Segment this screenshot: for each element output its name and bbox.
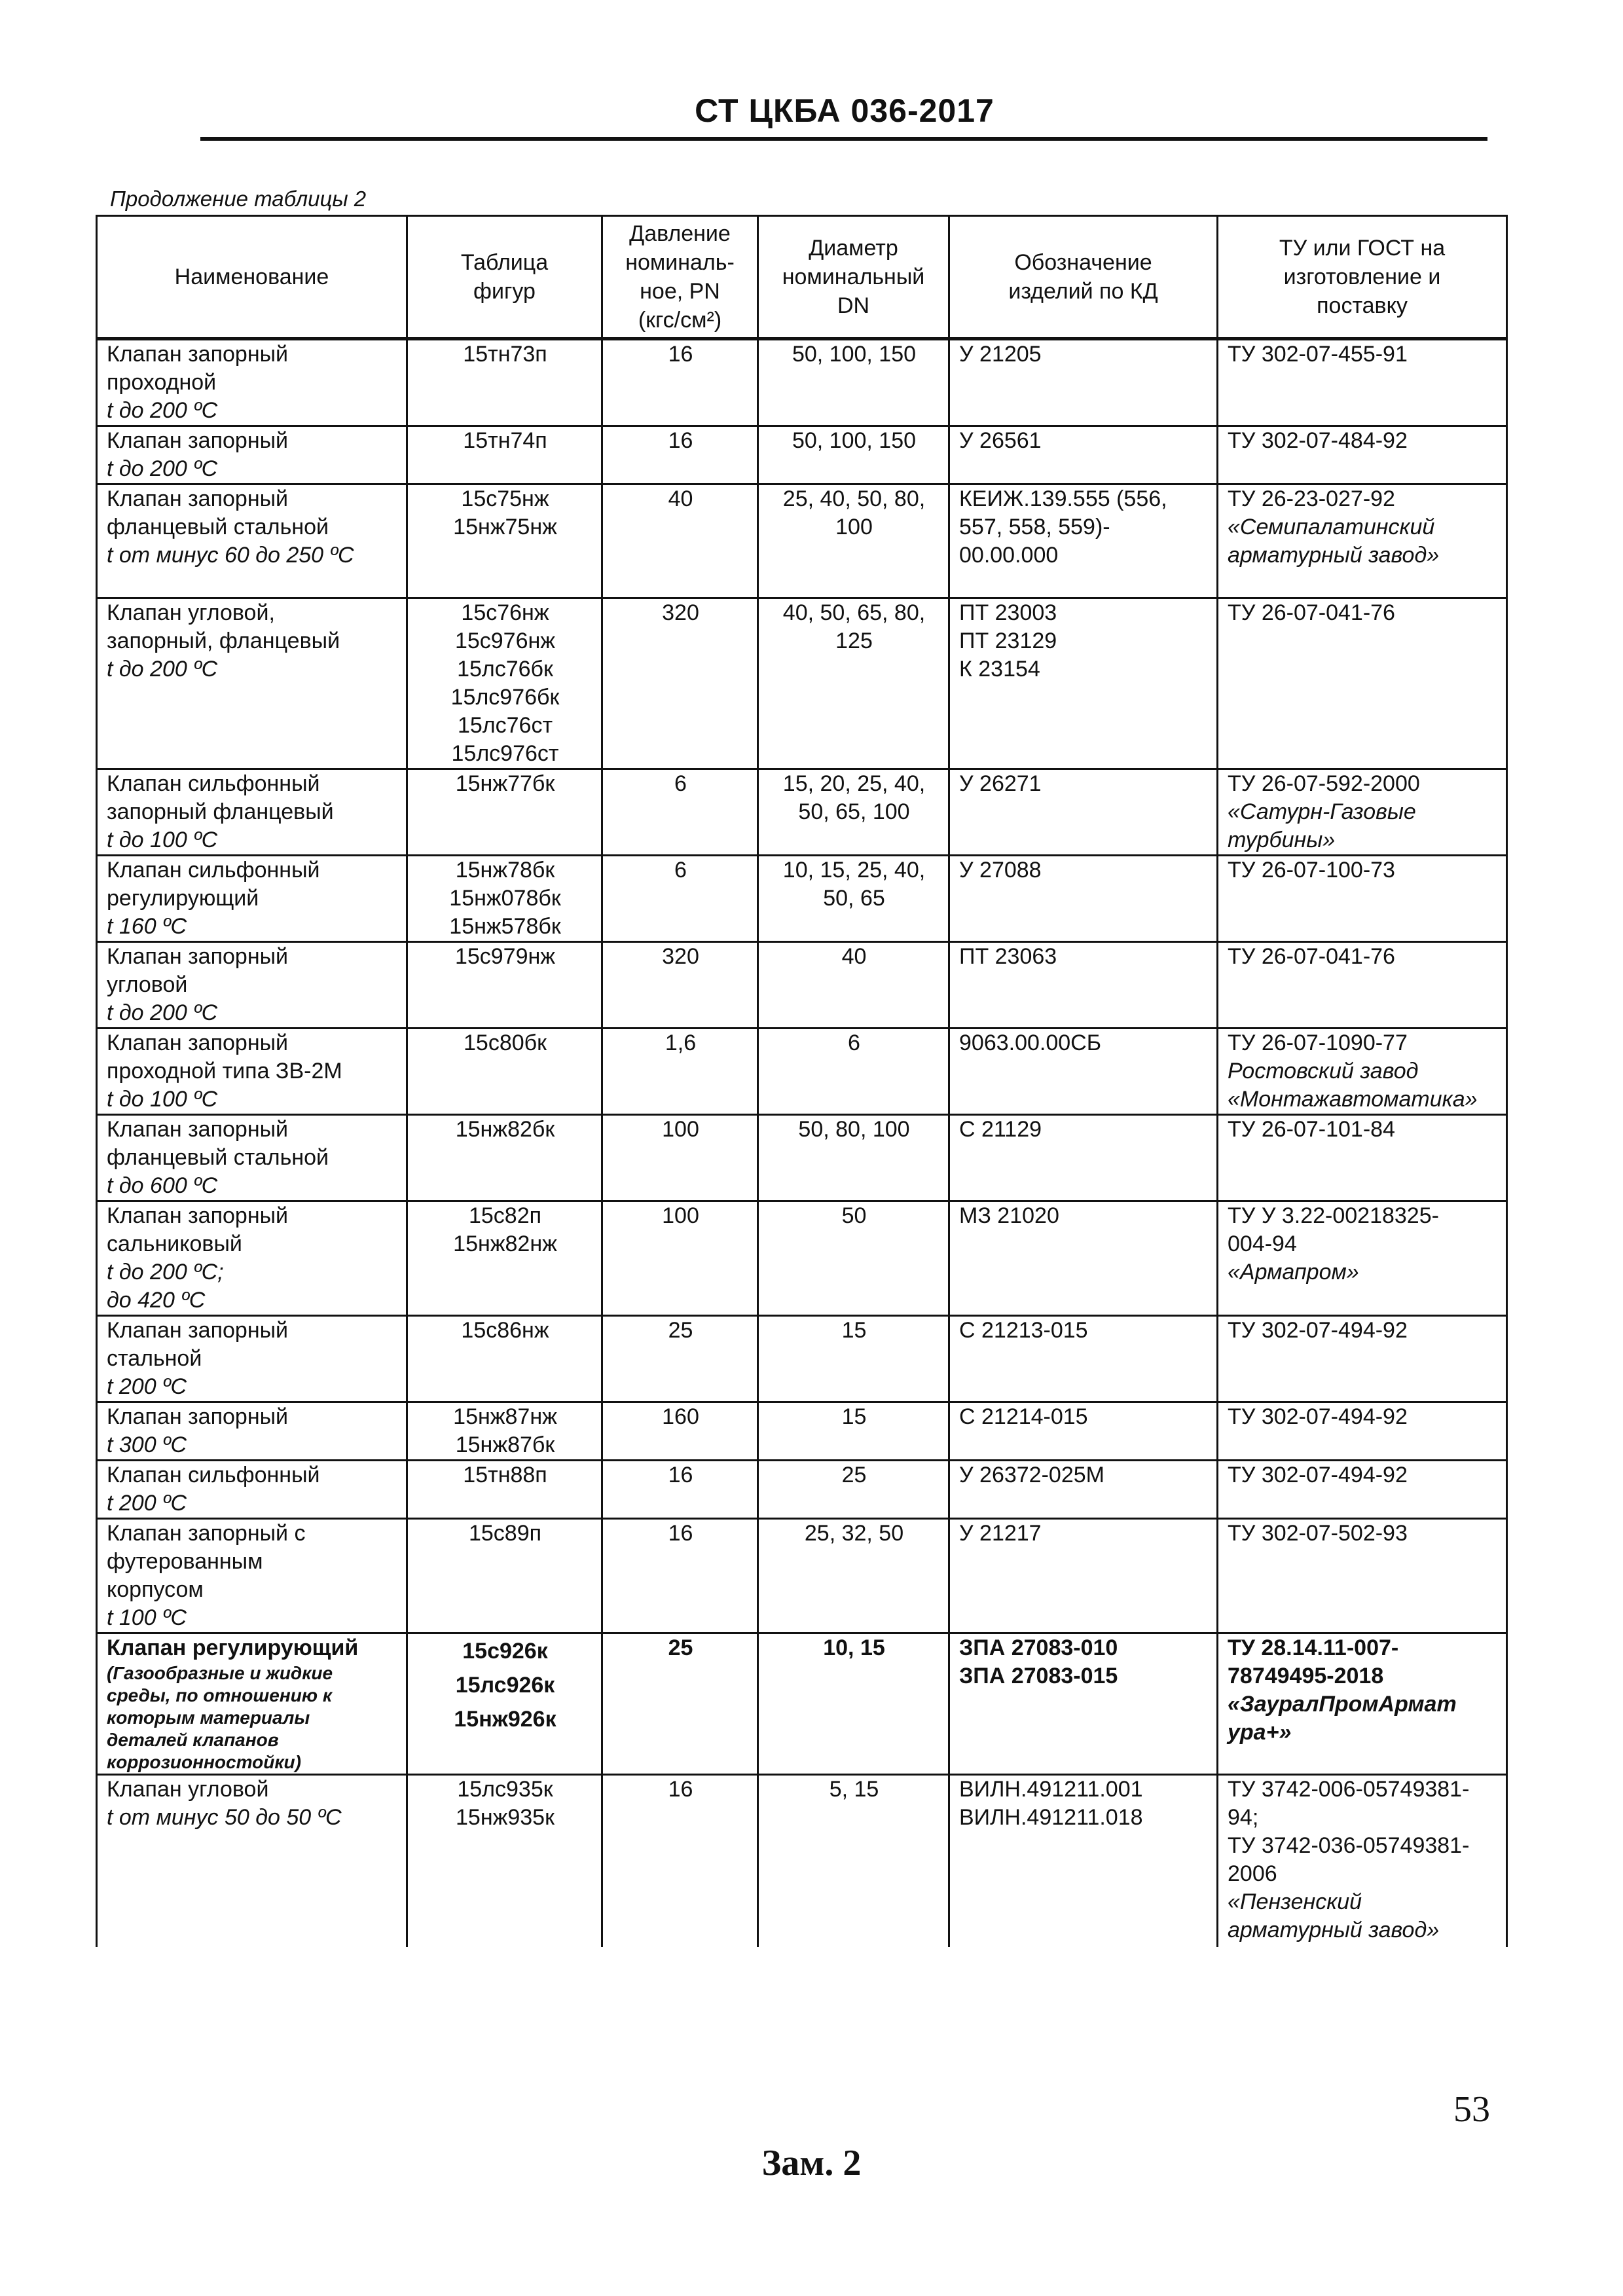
- cell-dn: 25, 32, 50: [758, 1519, 949, 1633]
- cell-name: Клапан угловой, запорный, фланцевый t до 200 ºC: [97, 598, 407, 769]
- cell-dn: 40, 50, 65, 80, 125: [758, 598, 949, 769]
- cell-tu: ТУ 302-07-484-92: [1218, 426, 1507, 484]
- cell-pn: 320: [602, 598, 758, 769]
- cell-tu: ТУ 26-07-041-76: [1218, 942, 1507, 1029]
- cell-name: Клапан сильфонный запорный фланцевый t до 100 ºC: [97, 769, 407, 856]
- cell-fig: 15с76нж 15с976нж 15лс76бк 15лс976бк 15лс76ст 15лс976ст: [407, 598, 602, 769]
- cell-fig: 15лс935к 15нж935к: [407, 1775, 602, 1948]
- cell-tu: ТУ 26-07-1090-77 Ростовский завод «Монтажавтоматика»: [1218, 1029, 1507, 1115]
- page-number: 53: [1453, 2089, 1490, 2130]
- cell-designation: У 26561: [949, 426, 1218, 484]
- cell-tu: ТУ 26-23-027-92 «Семипалатинский арматурный завод»: [1218, 484, 1507, 598]
- cell-name: Клапан запорный t до 200 ºC: [97, 426, 407, 484]
- header-fig: Таблица фигур: [407, 216, 602, 339]
- cell-name: Клапан угловой t от минус 50 до 50 ºC: [97, 1775, 407, 1948]
- cell-fig: 15нж77бк: [407, 769, 602, 856]
- cell-designation: С 21213-015: [949, 1316, 1218, 1402]
- cell-tu: ТУ 302-07-502-93: [1218, 1519, 1507, 1633]
- cell-fig: 15с75нж 15нж75нж: [407, 484, 602, 598]
- revision-note: Зам. 2: [761, 2143, 862, 2183]
- cell-dn: 15: [758, 1402, 949, 1461]
- cell-tu: ТУ 302-07-494-92: [1218, 1402, 1507, 1461]
- table-row: [97, 1115, 1507, 1201]
- table-row: [97, 1519, 1507, 1633]
- cell-pn: 25: [602, 1316, 758, 1402]
- cell-dn: 25, 40, 50, 80, 100: [758, 484, 949, 598]
- cell-pn: 320: [602, 942, 758, 1029]
- cell-designation: У 21217: [949, 1519, 1218, 1633]
- cell-name: Клапан запорный фланцевый стальной t от минус 60 до 250 ºC: [97, 484, 407, 598]
- table-row: [97, 598, 1507, 769]
- cell-tu: ТУ 302-07-494-92: [1218, 1316, 1507, 1402]
- cell-tu: ТУ 302-07-494-92: [1218, 1461, 1507, 1519]
- cell-pn: 16: [602, 1519, 758, 1633]
- cell-designation: МЗ 21020: [949, 1201, 1218, 1316]
- cell-dn: 15, 20, 25, 40, 50, 65, 100: [758, 769, 949, 856]
- cell-name: Клапан запорный угловой t до 200 ºC: [97, 942, 407, 1029]
- table-row: [97, 339, 1507, 426]
- table-row: [97, 1402, 1507, 1461]
- cell-fig: 15тн74п: [407, 426, 602, 484]
- cell-designation: С 21214-015: [949, 1402, 1218, 1461]
- header-name: Наименование: [97, 216, 407, 339]
- cell-name: Клапан сильфонный t 200 ºC: [97, 1461, 407, 1519]
- cell-pn: 25: [602, 1633, 758, 1775]
- table-body: [97, 339, 1507, 1948]
- cell-dn: 25: [758, 1461, 949, 1519]
- cell-designation: ЗПА 27083-010 ЗПА 27083-015: [949, 1633, 1218, 1775]
- cell-name: Клапан сильфонный регулирующий t 160 ºC: [97, 856, 407, 942]
- cell-designation: КЕИЖ.139.555 (556, 557, 558, 559)- 00.00.000: [949, 484, 1218, 598]
- cell-designation: ПТ 23003 ПТ 23129 К 23154: [949, 598, 1218, 769]
- cell-name: Клапан регулирующий (Газообразные и жидкие среды, по отношению к которым материалы деталей клапанов коррозионностойки): [97, 1633, 407, 1775]
- cell-tu: ТУ 26-07-100-73: [1218, 856, 1507, 942]
- cell-pn: 6: [602, 856, 758, 942]
- cell-name: Клапан запорный проходной t до 200 ºC: [97, 339, 407, 426]
- cell-fig: 15с926к 15лс926к 15нж926к: [407, 1633, 602, 1775]
- cell-fig: 15с89п: [407, 1519, 602, 1633]
- table-row: [97, 769, 1507, 856]
- cell-tu: ТУ 26-07-592-2000 «Сатурн-Газовые турбины»: [1218, 769, 1507, 856]
- cell-name: Клапан запорный сальниковый t до 200 ºC; до 420 ºC: [97, 1201, 407, 1316]
- cell-pn: 100: [602, 1201, 758, 1316]
- header-pn: Давление номиналь- ное, PN (кгс/см²): [602, 216, 758, 339]
- cell-pn: 16: [602, 1461, 758, 1519]
- cell-designation: У 21205: [949, 339, 1218, 426]
- document-code: СТ ЦКБА 036-2017: [695, 92, 994, 129]
- cell-fig: 15с86нж: [407, 1316, 602, 1402]
- cell-designation: 9063.00.00СБ: [949, 1029, 1218, 1115]
- cell-dn: 15: [758, 1316, 949, 1402]
- cell-fig: 15тн73п: [407, 339, 602, 426]
- table-row: [97, 1029, 1507, 1115]
- cell-dn: 6: [758, 1029, 949, 1115]
- cell-fig: 15нж82бк: [407, 1115, 602, 1201]
- table-row-bold: [97, 1633, 1507, 1775]
- table-row: [97, 1316, 1507, 1402]
- cell-name: Клапан запорный с футерованным корпусом t 100 ºC: [97, 1519, 407, 1633]
- table-row: [97, 942, 1507, 1029]
- cell-dn: 50, 80, 100: [758, 1115, 949, 1201]
- cell-dn: 50, 100, 150: [758, 339, 949, 426]
- table-header-row: [97, 216, 1507, 339]
- cell-dn: 10, 15, 25, 40, 50, 65: [758, 856, 949, 942]
- cell-pn: 40: [602, 484, 758, 598]
- cell-pn: 100: [602, 1115, 758, 1201]
- cell-name: Клапан запорный проходной типа ЗВ-2М t до 100 ºC: [97, 1029, 407, 1115]
- cell-pn: 16: [602, 1775, 758, 1948]
- cell-tu: ТУ 3742-006-05749381- 94; ТУ 3742-036-05749381- 2006 «Пензенский арматурный завод»: [1218, 1775, 1507, 1948]
- cell-dn: 10, 15: [758, 1633, 949, 1775]
- cell-dn: 5, 15: [758, 1775, 949, 1948]
- table-row: [97, 484, 1507, 598]
- cell-fig: 15с979нж: [407, 942, 602, 1029]
- cell-designation: У 26372-025М: [949, 1461, 1218, 1519]
- table-caption: Продолжение таблицы 2: [110, 187, 367, 211]
- cell-pn: 1,6: [602, 1029, 758, 1115]
- cell-designation: У 27088: [949, 856, 1218, 942]
- cell-fig: 15нж78бк 15нж078бк 15нж578бк: [407, 856, 602, 942]
- table-row: [97, 856, 1507, 942]
- cell-pn: 6: [602, 769, 758, 856]
- cell-fig: 15тн88п: [407, 1461, 602, 1519]
- cell-name: Клапан запорный стальной t 200 ºC: [97, 1316, 407, 1402]
- header-rule: [200, 137, 1487, 141]
- cell-designation: ВИЛН.491211.001 ВИЛН.491211.018: [949, 1775, 1218, 1948]
- valves-table: [96, 215, 1508, 1947]
- header-designation: Обозначение изделий по КД: [949, 216, 1218, 339]
- cell-dn: 50: [758, 1201, 949, 1316]
- cell-designation: У 26271: [949, 769, 1218, 856]
- cell-dn: 50, 100, 150: [758, 426, 949, 484]
- cell-name: Клапан запорный t 300 ºC: [97, 1402, 407, 1461]
- cell-name: Клапан запорный фланцевый стальной t до 600 ºC: [97, 1115, 407, 1201]
- table-row: [97, 1461, 1507, 1519]
- table-row: [97, 426, 1507, 484]
- cell-pn: 160: [602, 1402, 758, 1461]
- header-dn: Диаметр номинальный DN: [758, 216, 949, 339]
- cell-fig: 15нж87нж 15нж87бк: [407, 1402, 602, 1461]
- cell-designation: С 21129: [949, 1115, 1218, 1201]
- cell-tu: ТУ 26-07-041-76: [1218, 598, 1507, 769]
- cell-tu: ТУ 302-07-455-91: [1218, 339, 1507, 426]
- cell-tu: ТУ 28.14.11-007- 78749495-2018 «ЗауралПромАрмат ура+»: [1218, 1633, 1507, 1775]
- cell-dn: 40: [758, 942, 949, 1029]
- cell-tu: ТУ У 3.22-00218325- 004-94 «Армапром»: [1218, 1201, 1507, 1316]
- cell-designation: ПТ 23063: [949, 942, 1218, 1029]
- table-row: [97, 1201, 1507, 1316]
- header-tu: ТУ или ГОСТ на изготовление и поставку: [1218, 216, 1507, 339]
- cell-pn: 16: [602, 426, 758, 484]
- cell-tu: ТУ 26-07-101-84: [1218, 1115, 1507, 1201]
- table-row-last: [97, 1775, 1507, 1948]
- cell-fig: 15с82п 15нж82нж: [407, 1201, 602, 1316]
- cell-fig: 15с80бк: [407, 1029, 602, 1115]
- cell-pn: 16: [602, 339, 758, 426]
